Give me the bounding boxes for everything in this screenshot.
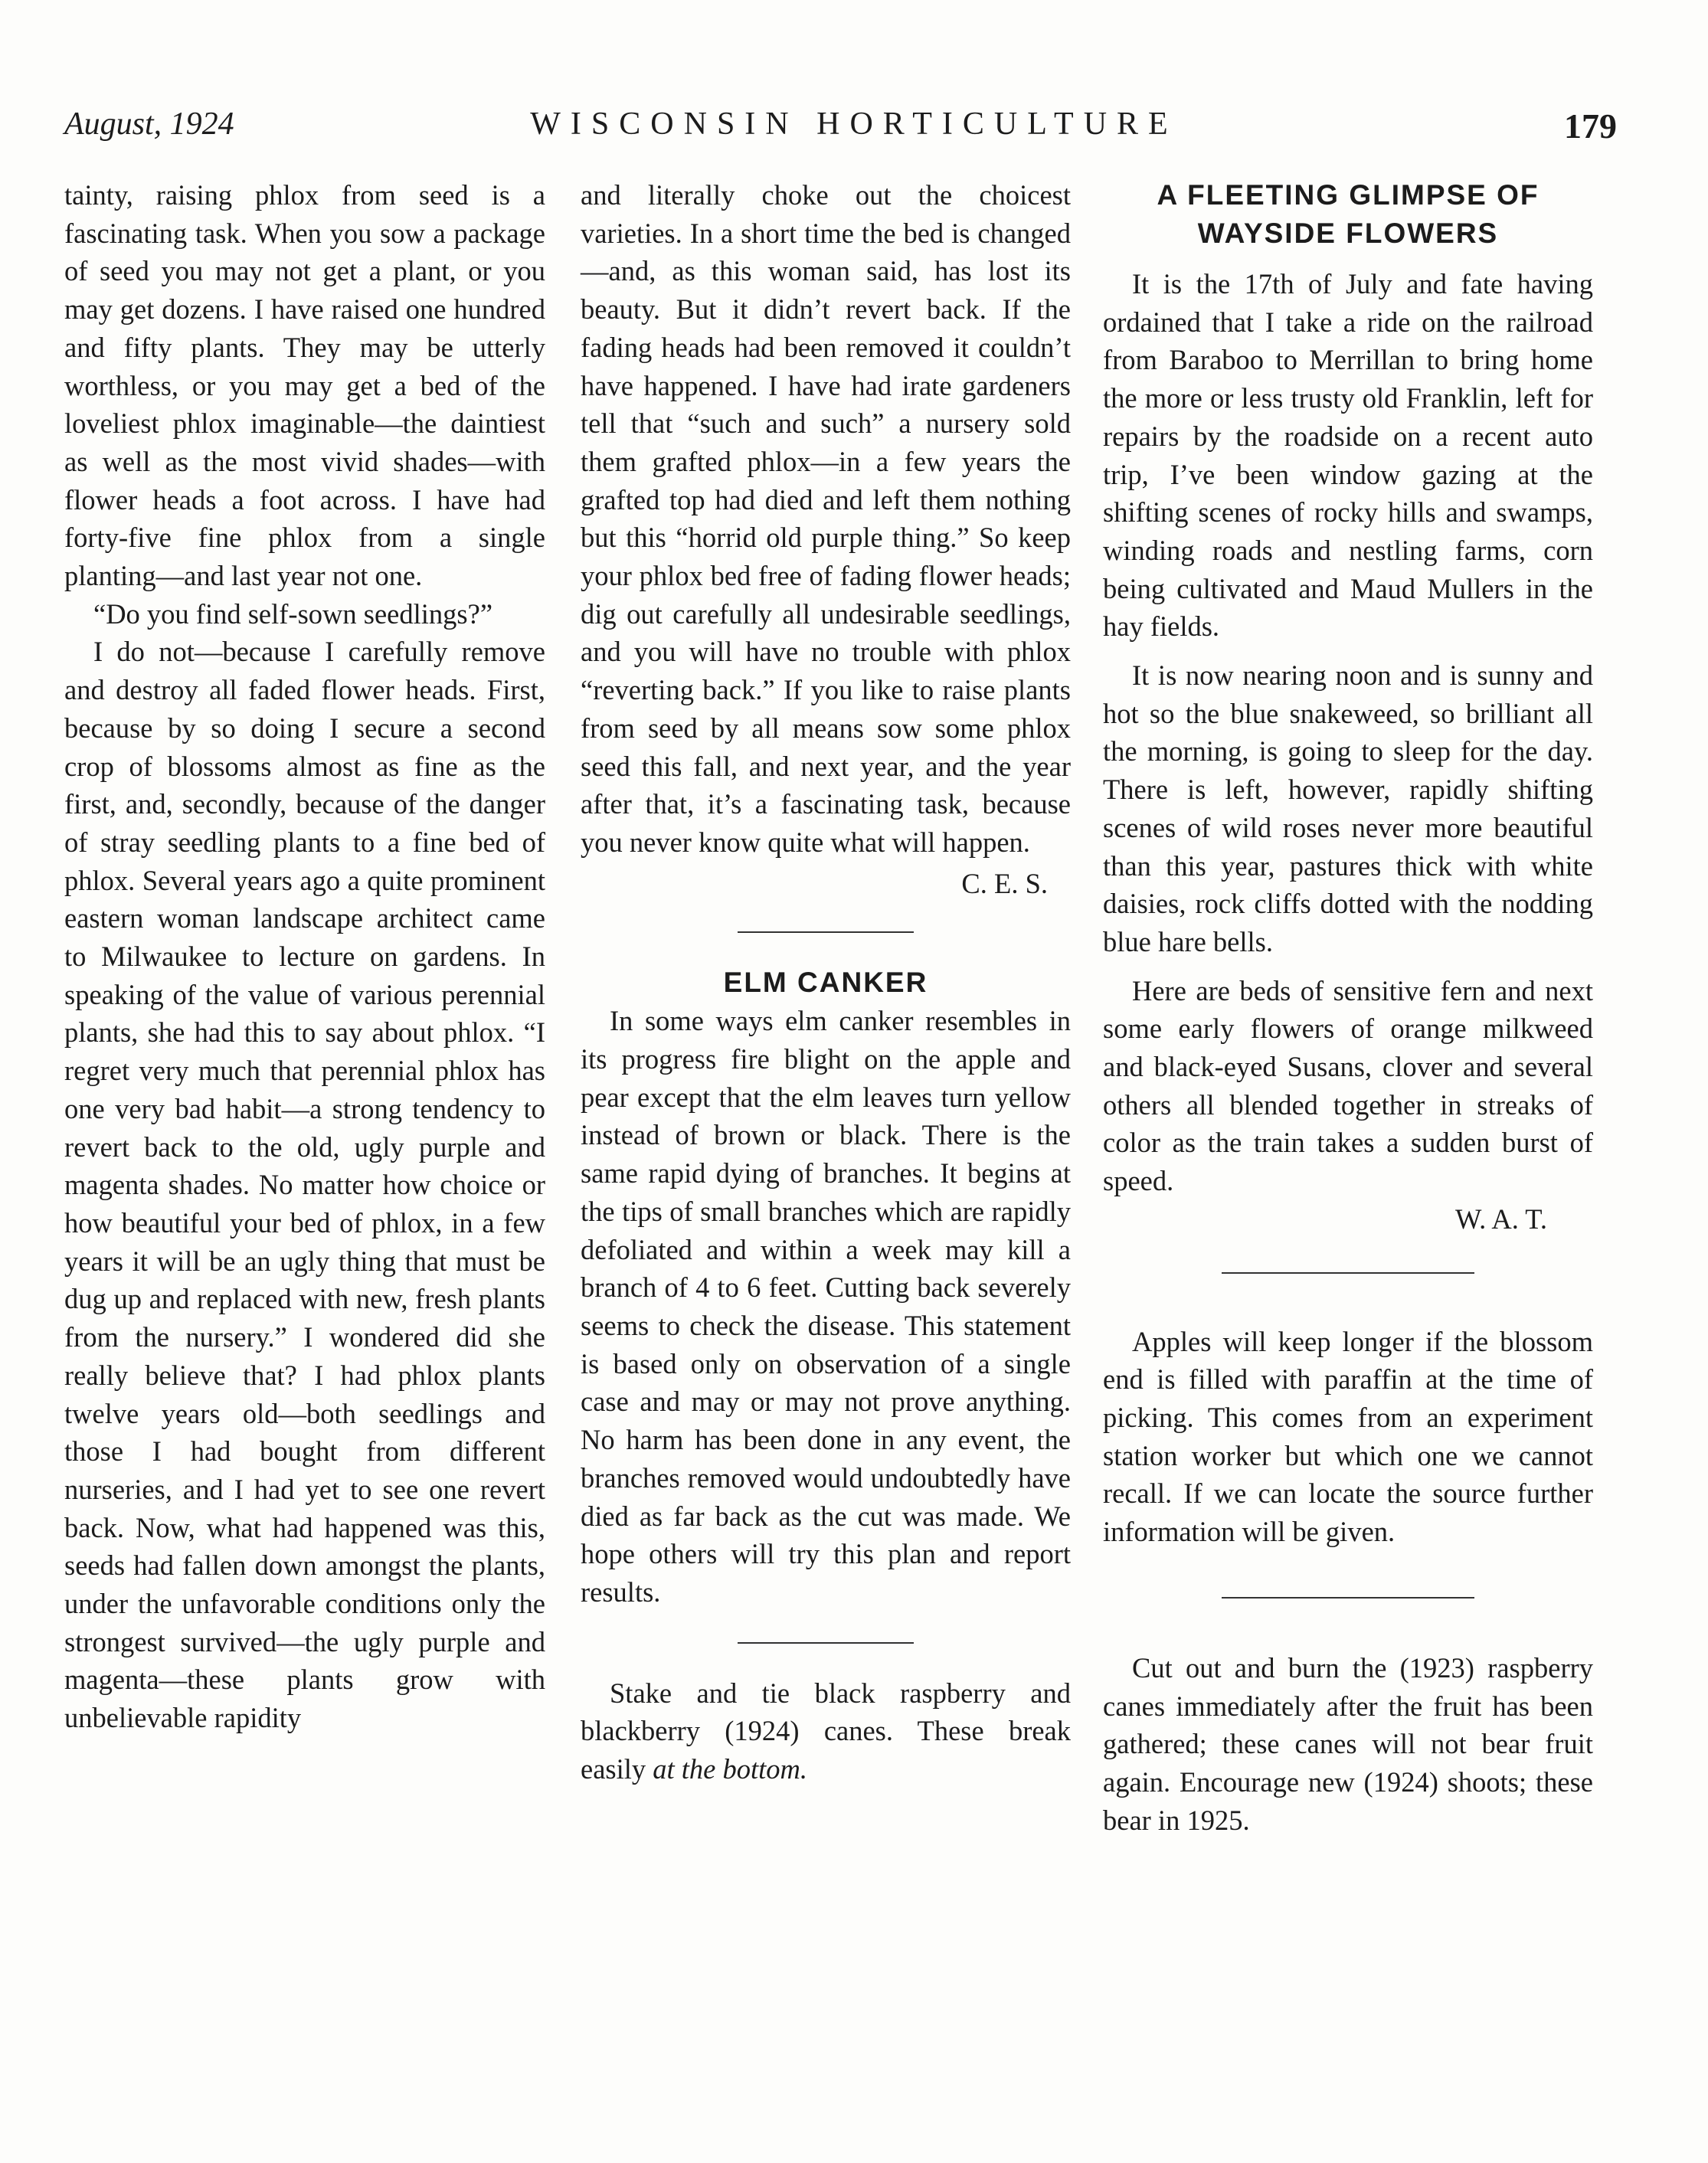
- page-number: 179: [1564, 106, 1617, 146]
- stake-tip-text: Stake and tie black raspberry and blackberry (1924) canes. These break easily: [581, 1677, 1071, 1785]
- wayside-paragraph-3: Here are beds of sensitive fern and next some early flowers of orange milkweed and black-eyed Susans, clover and several others all blended together in streaks of color as the train takes a sudden burst of speed.: [1103, 974, 1593, 1197]
- column-2: [581, 176, 1071, 1788]
- phlox-continued-paragraph: and literally choke out the choicest varieties. In a short time the bed is changed—and, as this woman said, has lost its beauty. But it didn’t revert back. If the fading heads had been removed it couldn’t have happened. I have had irate gardeners tell that “such and such” a nursery sold them grafted phlox—in a few years the grafted top had died and left them nothing but this “horrid old purple thing.” So keep your phlox bed free of fading flower heads; dig out carefully all undesirable seedlings, and you will have no trouble with phlox “reverting back.” If you like to raise plants from seed by all means sow some phlox seed this fall, and next year, and the year after that, it’s a fascinating task, because you never know quite what will happen.: [581, 179, 1071, 858]
- running-title: WISCONSIN HORTICULTURE: [530, 106, 1178, 142]
- elm-canker-heading: ELM CANKER: [723, 967, 928, 999]
- section-divider: [738, 1642, 914, 1644]
- wayside-flowers-heading-line-2: WAYSIDE FLOWERS: [1197, 218, 1499, 249]
- phlox-paragraph-1: tainty, raising phlox from seed is a fascinating task. When you sow a package of seed you may not get a plant, or you may get dozens. I have raised one hundred and fifty plants. They may be utterly worthless, or you may get a bed of the loveliest phlox imaginable—the daintiest as well as the most vivid shades—with flower heads a foot across. I have had forty-five fine phlox from a single planting—and last year not one.: [64, 179, 545, 592]
- raspberry-canes-paragraph: Cut out and burn the (1923) raspberry canes immediately after the fruit has been gathered; these canes will not bear fruit again. Encourage new (1924) shoots; these bear in 1925.: [1103, 1651, 1593, 1836]
- elm-canker-paragraph: In some ways elm canker resembles in its progress fire blight on the apple and pear except that the elm leaves turn yellow instead of brown or black. There is the same rapid dying of branches. It begins at the tips of small branches which are rapidly defoliated and within a week may kill a branch of 4 to 6 feet. Cutting back severely seems to check the disease. This statement is based only on observation of a single case and may or may not prove anything. No harm has been done in any event, the branches removed would undoubtedly have died as far back as the cut was made. We hope others will try this plan and report results.: [581, 1005, 1071, 1608]
- section-divider: [738, 931, 914, 933]
- signature-ces: C. E. S.: [961, 867, 1048, 899]
- phlox-question: “Do you find self-sown seedlings?”: [93, 597, 493, 630]
- section-divider: [1222, 1272, 1474, 1274]
- phlox-paragraph-3: I do not—because I carefully remove and destroy all faded flower heads. First, because by so doing I secure a second crop of blossoms almost as fine as the first, and, secondly, because of the danger of stray seedling plants to a fine bed of phlox. Several years ago a quite prominent eastern woman landscape architect came to Milwaukee to lecture on gardens. In speaking of the value of various perennial plants, she had this to say about phlox. “I regret very much that perennial phlox has one very bad habit—a strong tendency to revert back to the old, ugly purple and magenta shades. No matter how choice or how beautiful your bed of phlox, in a few years it will be an ugly thing that must be dug up and replaced with new, fresh plants from the nursery.” I wondered did she really believe that? I had phlox plants twelve years old—both seedlings and those I had bought from different nurseries, and I had yet to see one revert back. Now, what had happened was this, seeds had fallen down amongst the plants, under the unfavorable conditions only the strongest survived—the ugly purple and magenta—these plants grow with unbelievable rapidity: [64, 636, 545, 1734]
- stake-tip-emphasis: at the bottom.: [653, 1753, 808, 1785]
- stake-tip-paragraph: [581, 1674, 1071, 1788]
- apples-paragraph: Apples will keep longer if the blossom end is filled with paraffin at the time of picking. This comes from an experiment station worker but which one we cannot recall. If we can locate the source further information will be given.: [1103, 1325, 1593, 1548]
- column-1: [64, 176, 545, 1737]
- signature-wat: W. A. T.: [1455, 1203, 1547, 1235]
- column-3: [1103, 176, 1593, 1839]
- issue-date: August, 1924: [64, 106, 234, 142]
- wayside-flowers-heading-line-1: A FLEETING GLIMPSE OF: [1157, 179, 1539, 211]
- section-divider: [1222, 1597, 1474, 1599]
- wayside-paragraph-2: It is now nearing noon and is sunny and hot so the blue snakeweed, so brilliant all the morning, is going to sleep for the day. There is left, however, rapidly shifting scenes of wild roses never more beautiful than this year, pastures thick with white daisies, rock cliffs dotted with the nodding blue hare bells.: [1103, 659, 1593, 957]
- wayside-paragraph-1: It is the 17th of July and fate having ordained that I take a ride on the railroad from Baraboo to Merrillan to bring home the more or less trusty old Franklin, left for repairs by the roadside on a recent auto trip, I’ve been window gazing at the shifting scenes of rocky hills and swamps, winding roads and nestling farms, corn being cultivated and Maud Mullers in the hay fields.: [1103, 268, 1593, 643]
